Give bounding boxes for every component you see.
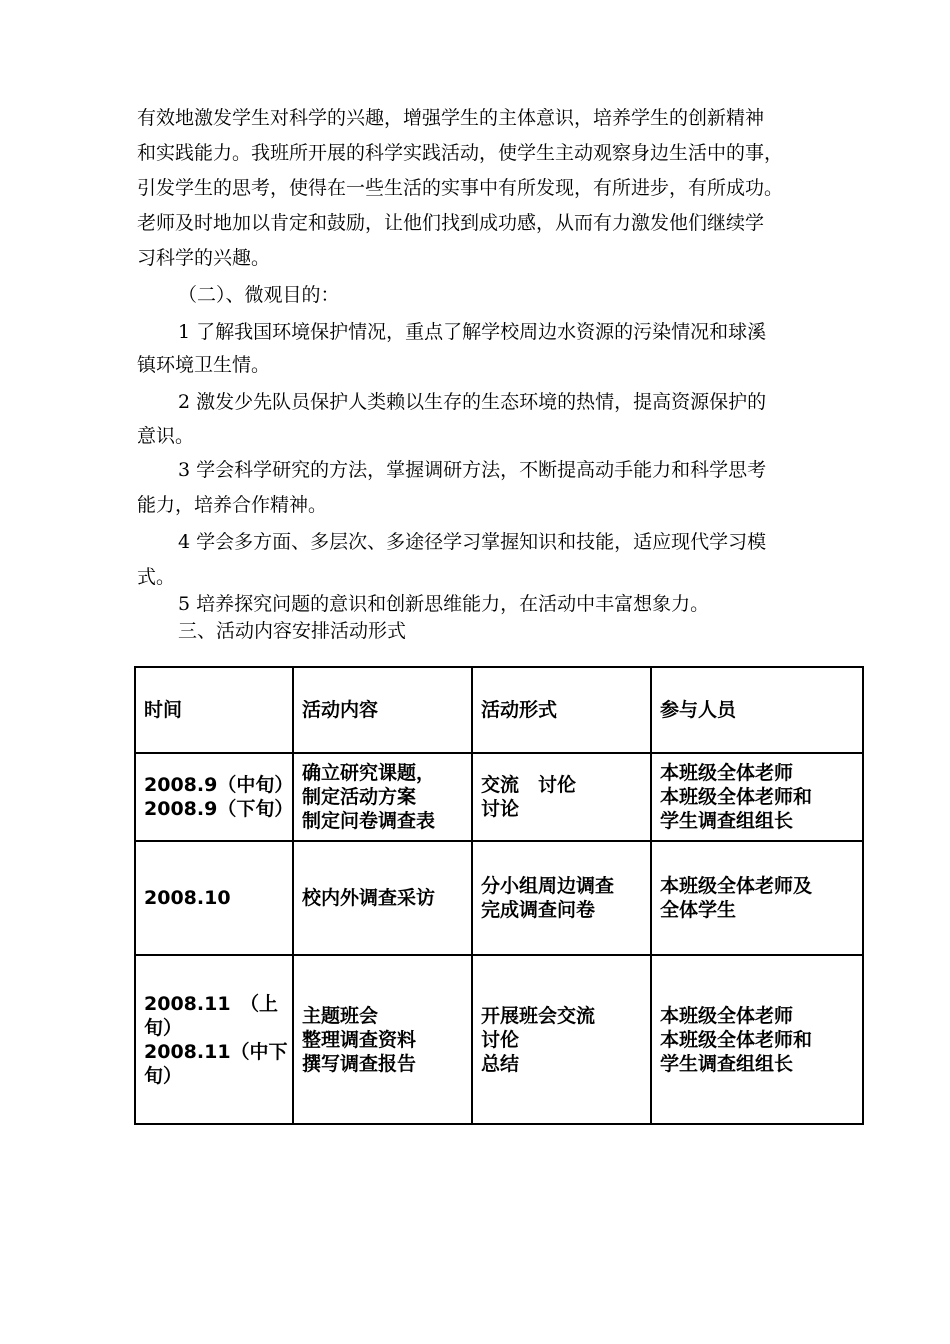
cell-text: 2008.11 （上 <box>144 992 279 1015</box>
table-row <box>135 753 863 841</box>
cell-text: 分小组周边调查 <box>481 875 615 897</box>
form-cell <box>472 753 651 841</box>
paragraph-line: 式。 <box>137 566 176 588</box>
cell-text: 全体学生 <box>660 899 737 921</box>
cell-text: 交流 讨伦 <box>481 774 577 796</box>
cell-text: 讨论 <box>481 798 520 820</box>
section-heading: （二）、微观目的： <box>178 284 340 306</box>
form-cell <box>472 955 651 1124</box>
table-header-row <box>135 667 863 753</box>
table-row <box>135 841 863 955</box>
paragraph-line: 3 学会科学研究的方法，掌握调研方法，不断提高动手能力和科学思考 <box>178 459 767 481</box>
cell-text: 旬） <box>144 1016 183 1039</box>
content-cell <box>293 955 472 1124</box>
paragraph-line: 引发学生的思考，使得在一些生活的实事中有所发现，有所进步，有所成功。 <box>137 177 784 199</box>
cell-text: 开展班会交流 <box>481 1004 596 1027</box>
table-row <box>135 955 863 1124</box>
cell-text: 2008.9（中旬） <box>144 774 294 796</box>
cell-text: 总结 <box>481 1052 520 1075</box>
cell-text: 整理调查资料 <box>302 1028 417 1051</box>
content-cell <box>293 753 472 841</box>
cell-text: 制定问卷调查表 <box>302 810 436 832</box>
paragraph-line: 1 了解我国环境保护情况，重点了解学校周边水资源的污染情况和球溪 <box>178 321 767 343</box>
paragraph-line: 老师及时地加以肯定和鼓励，让他们找到成功感，从而有力激发他们继续学 <box>137 212 765 234</box>
cell-text: 本班级全体老师和 <box>660 786 813 808</box>
cell-text: 学生调查组组长 <box>660 810 794 832</box>
cell-text: 完成调查问卷 <box>481 899 596 921</box>
activity-schedule-table <box>134 666 864 1125</box>
cell-text: 本班级全体老师 <box>660 762 794 784</box>
people-cell <box>651 841 863 955</box>
paragraph-line: 镇环境卫生情。 <box>137 354 271 376</box>
cell-text: 确立研究课题， <box>302 762 436 784</box>
paragraph-line: 有效地激发学生对科学的兴趣，增强学生的主体意识，培养学生的创新精神 <box>137 107 765 129</box>
people-cell <box>651 753 863 841</box>
cell-text: 校内外调查采访 <box>302 887 436 909</box>
cell-text: 学生调查组组长 <box>660 1052 794 1075</box>
form-cell <box>472 841 651 955</box>
paragraph-line: 和实践能力。我班所开展的科学实践活动，使学生主动观察身边生活中的事， <box>137 142 784 164</box>
content-cell <box>293 841 472 955</box>
time-cell <box>135 955 293 1124</box>
cell-text: 制定活动方案 <box>302 786 417 808</box>
paragraph-line: 习科学的兴趣。 <box>137 247 271 269</box>
cell-text: 本班级全体老师及 <box>660 875 813 897</box>
paragraph-line: 4 学会多方面、多层次、多途径学习掌握知识和技能，适应现代学习模 <box>178 531 767 553</box>
cell-text: 撰写调查报告 <box>302 1052 417 1075</box>
time-cell <box>135 753 293 841</box>
cell-text: 旬） <box>144 1064 183 1087</box>
cell-text: 2008.9（下旬） <box>144 798 294 820</box>
cell-text: 本班级全体老师和 <box>660 1028 813 1051</box>
header-cell-people: 参与人员 <box>651 667 863 753</box>
header-cell-time: 时间 <box>135 667 293 753</box>
cell-text: 讨伦 <box>481 1028 520 1051</box>
cell-text: 主题班会 <box>302 1004 379 1027</box>
header-cell-content: 活动内容 <box>293 667 472 753</box>
time-cell <box>135 841 293 955</box>
section-heading: 三、活动内容安排活动形式 <box>178 620 407 642</box>
paragraph-line: 5 培养探究问题的意识和创新思维能力，在活动中丰富想象力。 <box>178 593 710 615</box>
cell-text: 本班级全体老师 <box>660 1004 794 1027</box>
paragraph-line: 2 激发少先队员保护人类赖以生存的生态环境的热情，提高资源保护的 <box>178 391 767 413</box>
cell-text: 2008.10 <box>144 887 231 909</box>
cell-text: 2008.11（中下 <box>144 1040 288 1063</box>
paragraph-line: 能力，培养合作精神。 <box>137 494 328 516</box>
paragraph-line: 意识。 <box>137 425 195 447</box>
header-cell-form: 活动形式 <box>472 667 651 753</box>
people-cell <box>651 955 863 1124</box>
